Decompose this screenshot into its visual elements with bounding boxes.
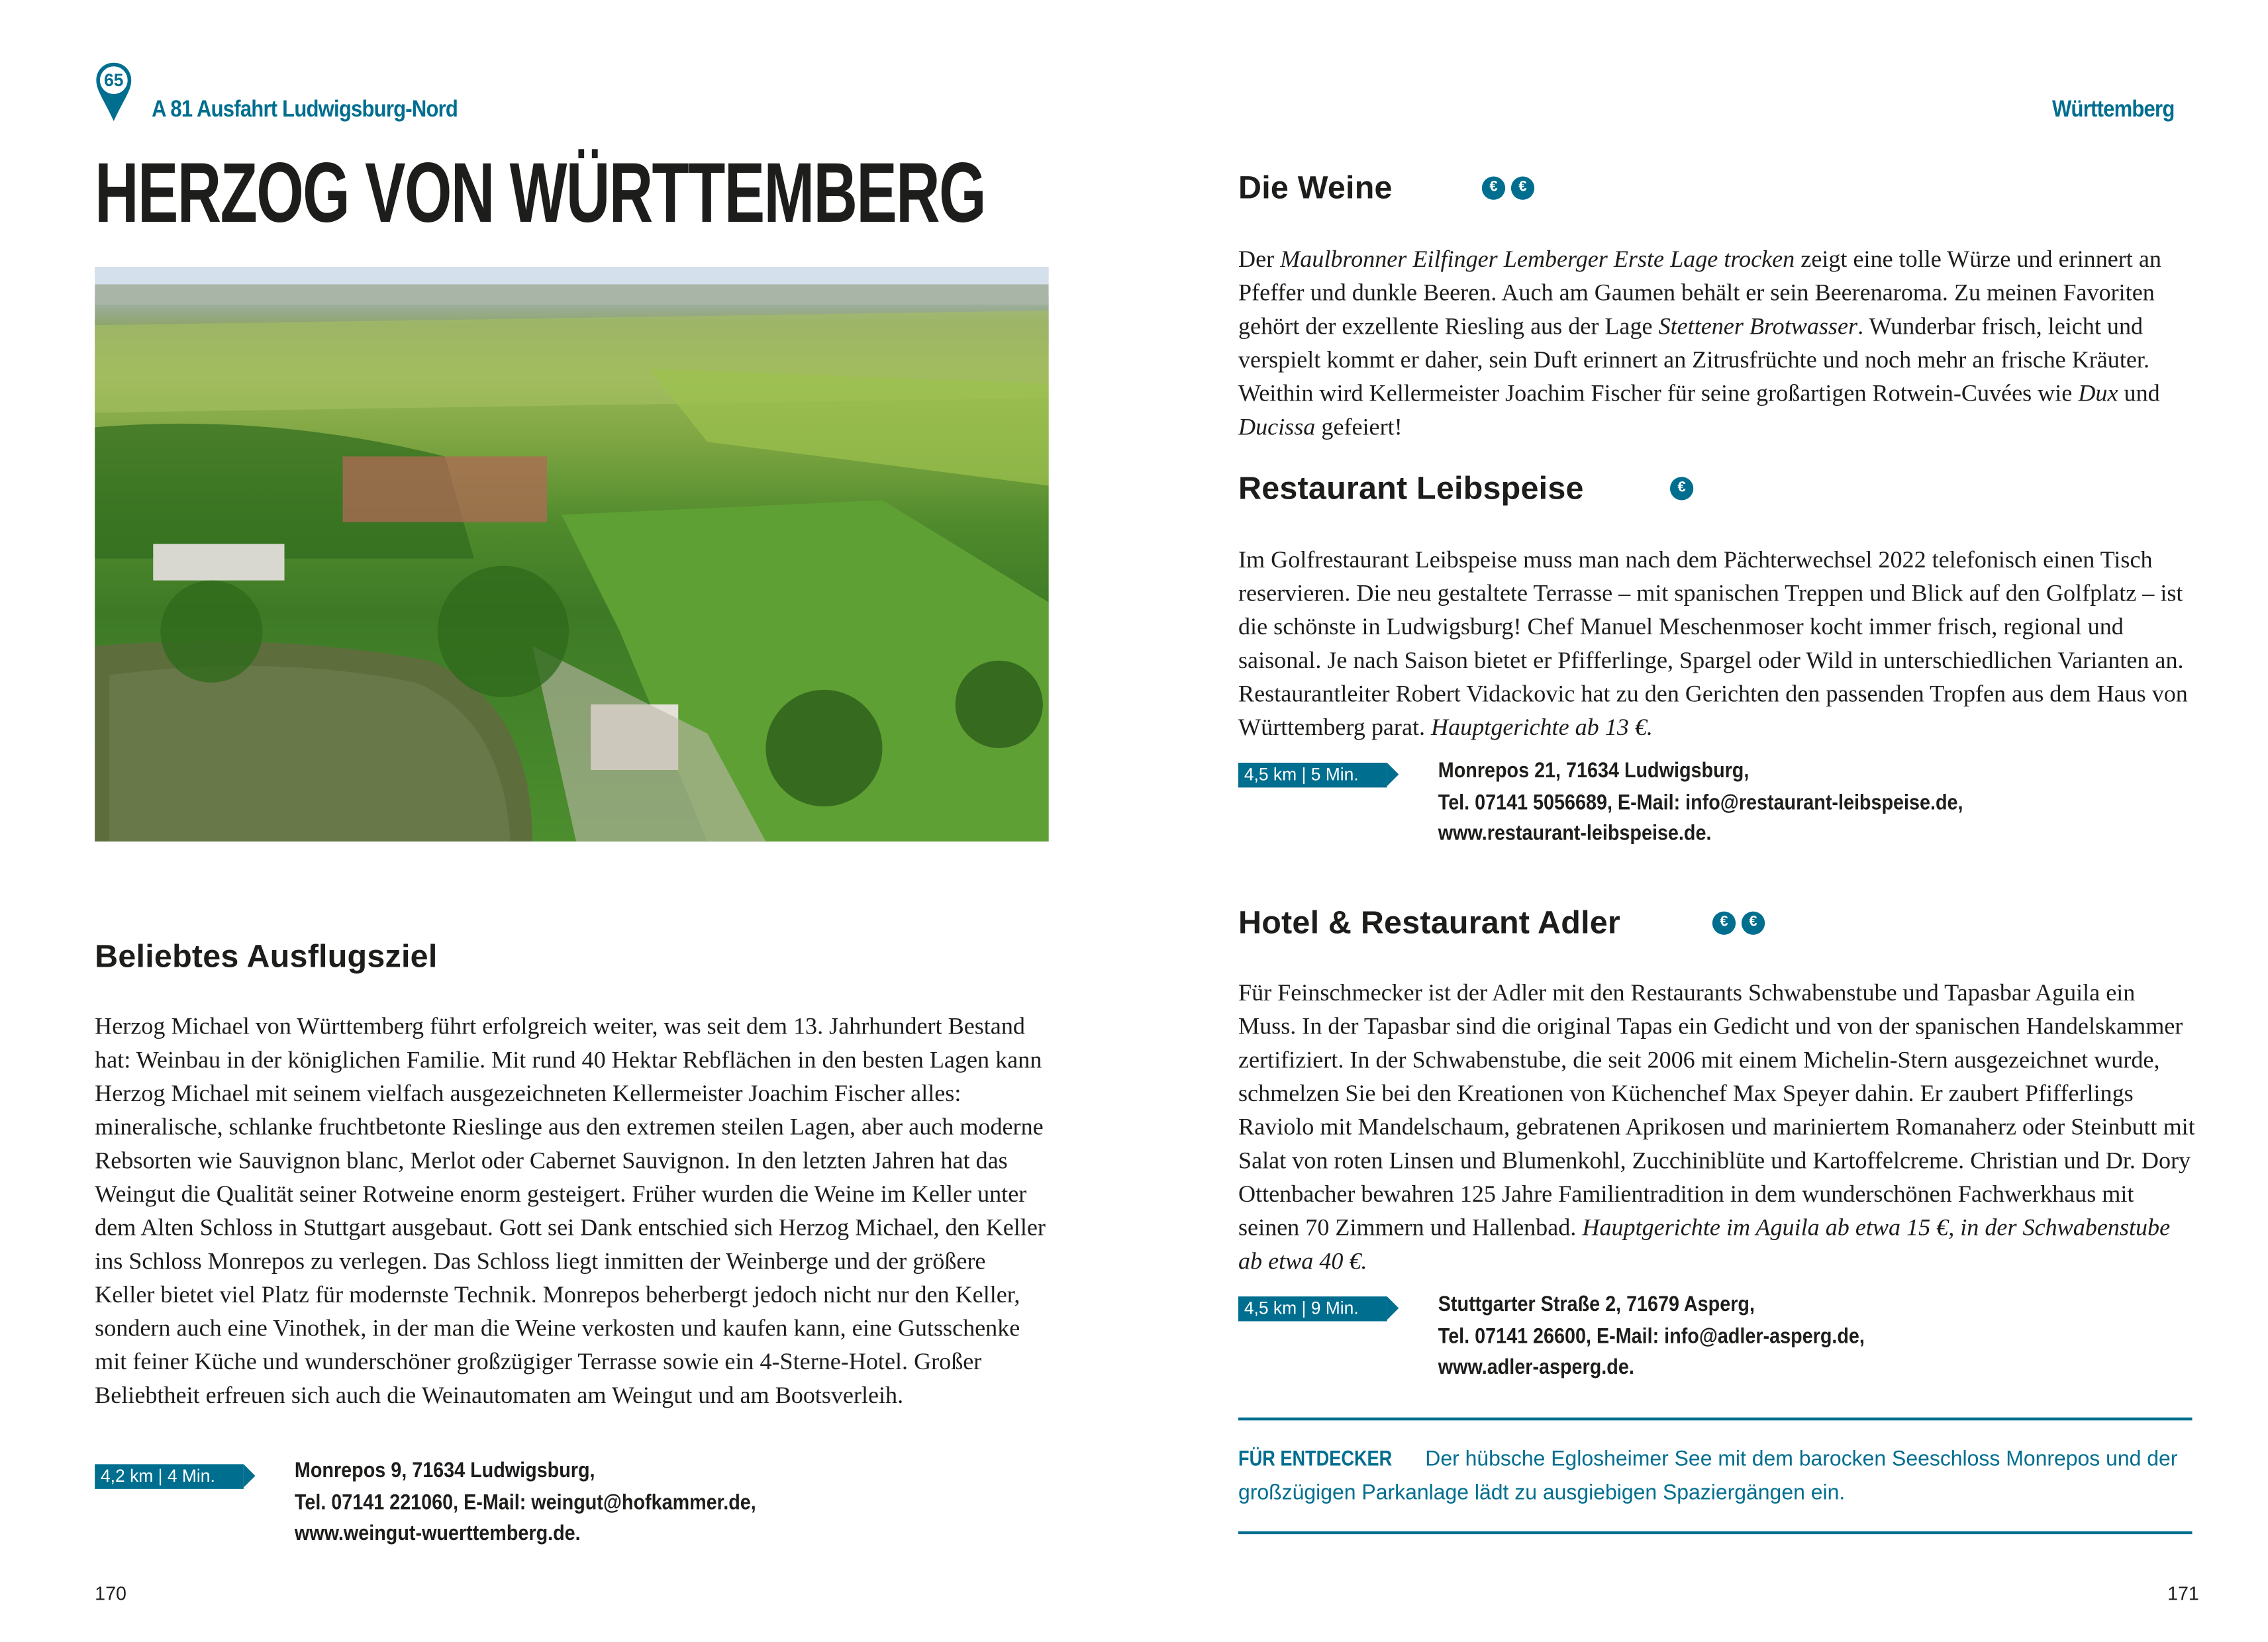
hotel-paragraph	[1238, 976, 2195, 1278]
contact-line: Tel. 07141 221060, E-Mail: weingut@hofkammer.de,	[294, 1491, 756, 1515]
price-rating	[1482, 175, 1540, 201]
text-run: Der	[1238, 245, 1281, 273]
price-rating	[1712, 910, 1771, 936]
location-pin-icon	[93, 62, 134, 123]
euro-price-icon: €	[1712, 912, 1736, 935]
tip-label: FÜR ENTDECKER	[1238, 1448, 1393, 1472]
marker-number: 65	[104, 70, 124, 91]
euro-price-icon: €	[1511, 177, 1534, 200]
text-run: Im Golfrestaurant Leibspeise muss man nach dem Pächterwechsel 2022 telefonisch einen Tisch reservieren. Die neu gestaltete Terrasse – mit spanischen Treppen und Blick auf den Golfplatz – ist die schönste in Ludwigsburg! Chef Manuel Meschenmoser kocht immer frisch, regional und saisonal. Je nach Saison bietet er Pfifferlinge, Spargel oder Wild in unterschiedlichen Varianten an. Restaurantleiter Robert Vidackovic hat zu den Gerichten den passenden Tropfen aus dem Haus von Württemberg parat.	[1238, 545, 2188, 741]
address-line: Monrepos 21, 71634 Ludwigsburg,	[1438, 759, 1750, 783]
italic-text: Maulbronner Eilfinger Lemberger Erste Lage trocken	[1280, 245, 1795, 273]
italic-text: Dux	[2078, 379, 2118, 407]
hotel-address	[1438, 1290, 1865, 1384]
tip-text: Der hübsche Eglosheimer See mit dem barocken Seeschloss Monrepos und der großzügigen Parkanlage lädt zu ausgiebigen Spaziergängen ein.	[1238, 1448, 2178, 1506]
text-run: und	[2118, 379, 2160, 407]
price-rating	[1670, 475, 1699, 502]
winery-address	[295, 1457, 756, 1551]
tip-box	[1238, 1444, 2193, 1511]
italic-text: Stettener Brotwasser	[1658, 312, 1858, 340]
italic-text: Ducissa	[1238, 412, 1316, 441]
aerial-photo-monrepos	[95, 267, 1049, 842]
distance-badge: 4,5 km | 9 Min.	[1238, 1296, 1387, 1321]
tip-divider-top	[1238, 1418, 2193, 1420]
website-link[interactable]: www.weingut-wuerttemberg.de.	[294, 1522, 581, 1546]
page-number-right: 171	[2167, 1582, 2199, 1604]
intro-paragraph: Herzog Michael von Württemberg führt erfolgreich weiter, was seit dem 13. Jahrhundert Bestand hat: Weinbau in der königlichen Familie. Mit rund 40 Hektar Rebflächen in den besten Lagen kann Herzog Michael mit seinem vielfach ausgezeichneten Kellermeister Joachim Fischer alles: mineralische, schlanke fruchtbetonte Rieslinge aus den extremen steilen Lagen, aber auch moderne Rebsorten wie Sauvignon blanc, Merlot oder Cabernet Sauvignon. In den letzten Jahren hat das Weingut die Qualität seiner Rotweine enorm gesteigert. Früher wurden die Weine im Keller unter dem Alten Schloss in Stuttgart ausgebaut. Gott sei Dank entschied sich Herzog Michael, den Keller ins Schloss Monrepos zu verlegen. Das Schloss liegt inmitten der Weinberge und der größere Keller bietet viel Platz für modernste Technik. Monrepos beherbergt jedoch nicht nur den Keller, sondern auch eine Vinothek, in der man die Weine verkosten und kaufen kann, eine Gutsschenke mit feiner Küche und wunderschöner großzügiger Terrasse sowie ein 4-Sterne-Hotel. Großer Beliebtheit erfreuen sich auch die Weinautomaten am Weingut und am Bootsverleih.	[95, 1012, 1046, 1409]
euro-price-icon: €	[1742, 912, 1765, 935]
website-link[interactable]: www.adler-asperg.de.	[1438, 1356, 1634, 1380]
route-kicker: A 81 Ausfahrt Ludwigsburg-Nord	[152, 97, 458, 123]
address-line: Stuttgarter Straße 2, 71679 Asperg,	[1438, 1293, 1755, 1317]
distance-badge: 4,2 km | 4 Min.	[95, 1464, 244, 1488]
section-heading: Beliebtes Ausflugsziel	[95, 938, 438, 975]
distance-badge: 4,5 km | 5 Min.	[1238, 763, 1387, 787]
wines-heading: Die Weine	[1238, 169, 1393, 206]
euro-price-icon: €	[1670, 477, 1693, 501]
restaurant-heading: Restaurant Leibspeise	[1238, 469, 1584, 507]
address-line: Monrepos 9, 71634 Ludwigsburg,	[294, 1459, 595, 1484]
restaurant-address	[1438, 757, 1963, 851]
website-link[interactable]: www.restaurant-leibspeise.de.	[1438, 822, 1712, 846]
italic-text: Hauptgerichte ab 13 €.	[1431, 713, 1653, 741]
text-run: . Wunderbar frisch, leicht und verspielt kommt er daher, sein Duft erinnert an Zitrusfrüchte und noch mehr an frische Kräuter. Weithin wird Kellermeister Joachim Fischer für seine großartigen Rotwein-Cuvées wie	[1238, 312, 2149, 407]
tip-divider-bottom	[1238, 1531, 2193, 1533]
restaurant-paragraph	[1238, 542, 2195, 744]
text-run: Für Feinschmecker ist der Adler mit den Restaurants Schwabenstube und Tapasbar Aguila ein Muss. In der Tapasbar sind die original Tapas ein Gedicht und von der spanischen Handelskammer zertifiziert. In der Schwabenstube, die seit 2006 mit einem Michelin-Stern ausgezeichnet wurde, schmelzen Sie bei den Kreationen von Küchenchef Max Speyer dahin. Er zaubert Pfifferlings Raviolo mit Mandelschaum, gebratenen Aprikosen und mariniertem Romanaherz oder Steinbutt mit Salat von roten Linsen und Blumenkohl, Zucchiniblüte und Kartoffelcreme. Christian und Dr. Dory Ottenbacher bewahren 125 Jahre Familientradition in dem wunderschönen Fachwerkhaus mit seinen 70 Zimmern und Hallenbad.	[1238, 978, 2195, 1241]
text-run: gefeiert!	[1315, 412, 1403, 441]
hotel-heading: Hotel & Restaurant Adler	[1238, 904, 1621, 941]
page-number-left: 170	[95, 1582, 126, 1604]
page-title: HERZOG VON WÜRTTEMBERG	[95, 146, 985, 241]
region-label: Württemberg	[2052, 97, 2175, 123]
contact-line: Tel. 07141 5056689, E-Mail: info@restaurant-leibspeise.de,	[1438, 791, 1963, 815]
italic-text: Hauptgerichte im Aguila ab etwa 15 €, in der Schwabenstube ab etwa 40 €.	[1238, 1213, 2171, 1275]
euro-price-icon: €	[1482, 177, 1505, 200]
contact-line: Tel. 07141 26600, E-Mail: info@adler-asperg.de,	[1438, 1325, 1865, 1349]
text-run: zeigt eine tolle Würze und erinnert an Pfeffer und dunkle Beeren. Auch am Gaumen behält er sein Beerenaroma. Zu meinen Favoriten gehört der exzellente Riesling aus der Lage	[1238, 245, 2161, 340]
wines-paragraph	[1238, 242, 2195, 444]
